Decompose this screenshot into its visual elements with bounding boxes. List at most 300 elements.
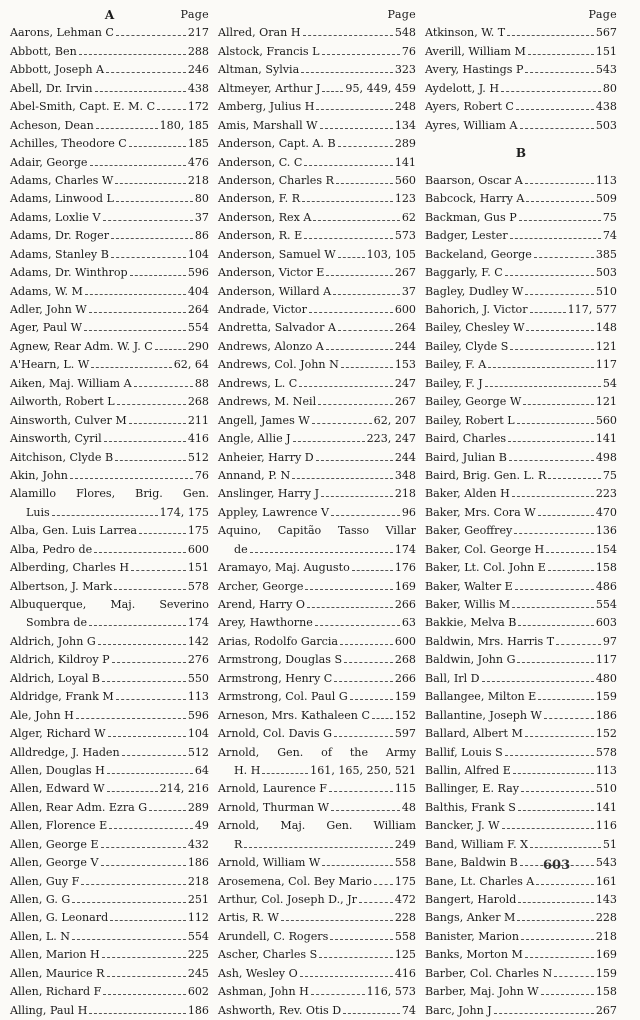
- entry-name: Andrade, Victor: [218, 303, 307, 316]
- index-entry: [425, 1002, 617, 1020]
- entry-page-ref: 290: [187, 339, 209, 353]
- index-entry: [425, 762, 617, 780]
- index-entry: [425, 485, 617, 503]
- index-entry: [425, 983, 617, 1001]
- dot-leader: [107, 791, 158, 792]
- entry-page-ref: 470: [595, 505, 617, 519]
- dot-leader: [340, 644, 393, 645]
- index-entry: [218, 135, 416, 153]
- entry-name: Altmeyer, Arthur J: [218, 81, 321, 95]
- index-entry: [10, 485, 209, 503]
- entry-name: Baker, Col. George H: [425, 542, 545, 556]
- index-entry: [218, 873, 416, 891]
- index-entry: [218, 909, 416, 927]
- entry-page-ref: 554: [595, 598, 617, 612]
- entry-name: Achilles, Theodore C: [10, 137, 127, 151]
- entry-page-ref: 115: [394, 782, 416, 796]
- entry-page-ref: 113: [187, 690, 209, 704]
- entry-page-ref: 86: [194, 229, 209, 243]
- dot-leader: [320, 128, 393, 129]
- dot-leader: [302, 201, 393, 202]
- entry-page-ref: 498: [595, 450, 617, 464]
- entry-name: Armstrong, Douglas S: [218, 653, 343, 667]
- entry-page-ref: 112: [187, 911, 209, 925]
- dot-leader: [329, 791, 393, 792]
- dot-leader: [129, 146, 186, 147]
- index-entry: [218, 596, 416, 614]
- index-entry: [10, 24, 209, 42]
- dot-leader: [95, 91, 186, 92]
- entry-name: Aldrich, Kildroy P: [10, 653, 110, 667]
- entry-page-ref: 503: [595, 266, 617, 280]
- index-entry: [218, 744, 416, 762]
- dot-leader: [110, 920, 186, 921]
- dot-leader: [116, 35, 186, 36]
- index-entry: [218, 578, 416, 596]
- index-entry: [10, 135, 209, 153]
- entry-page-ref: 510: [595, 782, 617, 796]
- dot-leader: [331, 515, 400, 516]
- index-entry: [425, 780, 617, 798]
- index-entry: [10, 393, 209, 411]
- dot-leader: [523, 404, 594, 405]
- entry-name: Bakkie, Melva B: [425, 616, 517, 630]
- index-entry: [425, 412, 617, 430]
- dot-leader: [72, 902, 186, 903]
- index-entry: [425, 319, 617, 337]
- entry-page-ref: 543: [595, 63, 617, 77]
- entry-page-ref: 185: [187, 137, 209, 151]
- index-entry: [425, 596, 617, 614]
- entry-page-ref: 175: [394, 874, 416, 888]
- entry-name: Adair, George: [10, 155, 88, 169]
- index-entry: [10, 375, 209, 393]
- dot-leader: [505, 275, 594, 276]
- entry-page-ref: 266: [394, 598, 416, 611]
- entry-name: Amberg, Julius H: [218, 100, 315, 114]
- dot-leader: [521, 791, 594, 792]
- entry-name: Bailey, Chesley W: [425, 321, 525, 335]
- index-entry: [10, 117, 209, 135]
- entry-page-ref: 246: [187, 63, 209, 77]
- entry-name: Bagley, Dudley W: [425, 284, 524, 298]
- entry-name: Ainsworth, Culver M: [10, 413, 127, 427]
- page-heading: Page: [387, 8, 416, 21]
- index-entry: [218, 61, 416, 79]
- entry-page-ref: 141: [394, 155, 416, 169]
- entry-name: Armstrong, Col. Paul G: [218, 690, 348, 704]
- dot-leader: [107, 773, 193, 774]
- entry-page-ref: 62: [401, 210, 416, 224]
- entry-name: Annand, P. N: [218, 468, 291, 482]
- entry-name: Bailey, F. J: [425, 376, 483, 390]
- entry-page-ref: 276: [187, 653, 209, 667]
- entry-page-ref: 186: [187, 1003, 209, 1017]
- entry-name: Arthur, Col. Joseph D., Jr: [218, 893, 357, 906]
- index-entry: [218, 504, 416, 522]
- entry-name: Baker, Willis M: [425, 598, 511, 612]
- entry-page-ref: 63: [401, 616, 416, 630]
- dot-leader: [103, 994, 185, 995]
- entry-name: Baker, Alden H: [425, 487, 510, 501]
- index-entry: [218, 356, 416, 374]
- entry-name: Bane, Baldwin B: [425, 856, 518, 870]
- entry-name: Allen, Richard F: [10, 985, 102, 999]
- index-entry: [218, 670, 416, 688]
- entry-page-ref: 267: [394, 395, 416, 409]
- index-entry: [425, 467, 617, 485]
- entry-name: Baggarly, F. C: [425, 266, 503, 280]
- dot-leader: [538, 515, 594, 516]
- entry-name: Allen, Douglas H: [10, 763, 105, 777]
- entry-page-ref: 37: [194, 210, 209, 224]
- dot-leader: [326, 349, 393, 350]
- index-entry: [425, 559, 617, 577]
- entry-name: Alberding, Charles H: [10, 561, 130, 575]
- entry-name: Alling, Paul H: [10, 1003, 88, 1017]
- entry-page-ref: 289: [187, 800, 209, 814]
- index-entry: [10, 338, 209, 356]
- dot-leader: [515, 589, 594, 590]
- index-entry: [10, 264, 209, 282]
- entry-page-ref: 161, 165, 250, 521: [310, 763, 416, 777]
- entry-page-ref: 476: [187, 155, 209, 169]
- entry-name: Adler, John W: [10, 303, 87, 316]
- entry-name: Allen, Marion H: [10, 948, 100, 962]
- entry-name: Andrews, Alonzo A: [218, 339, 324, 353]
- index-entry: [425, 61, 617, 79]
- dot-leader: [134, 386, 193, 387]
- entry-page-ref: 174, 175: [159, 505, 209, 519]
- index-entry: [10, 301, 209, 319]
- index-entry: [218, 154, 416, 172]
- entry-name: Allen, G. Leonard: [10, 911, 109, 925]
- entry-name: Aldridge, Frank M: [10, 690, 114, 704]
- dot-leader: [309, 312, 393, 313]
- entry-name: Alba, Gen. Luis Larrea: [10, 524, 137, 538]
- dot-leader: [98, 644, 186, 645]
- dot-leader: [510, 349, 593, 350]
- index-entry: [10, 965, 209, 983]
- index-entry: [425, 854, 617, 872]
- entry-page-ref: 323: [394, 63, 416, 77]
- entry-name: Arnold, Maj. Gen. William: [218, 819, 416, 833]
- index-entry: [218, 651, 416, 669]
- entry-page-ref: 75: [602, 210, 617, 224]
- entry-page-ref: 404: [187, 284, 209, 298]
- entry-name: Band, William F. X: [425, 837, 529, 851]
- index-entry: [425, 172, 617, 190]
- entry-name: Adams, Linwood L: [10, 192, 114, 206]
- entry-name: R: [234, 837, 243, 851]
- dot-leader: [107, 976, 186, 977]
- entry-name: Allen, George V: [10, 856, 99, 870]
- entry-name: Allen, L. N: [10, 929, 70, 943]
- entry-name: Aramayo, Maj. Augusto: [218, 561, 350, 575]
- dot-leader: [104, 441, 186, 442]
- entry-page-ref: 104: [187, 247, 209, 261]
- dot-leader: [244, 847, 392, 848]
- entry-name: Altman, Sylvia: [218, 63, 300, 77]
- dot-leader: [514, 533, 593, 534]
- entry-name: Adams, Dr. Roger: [10, 229, 110, 243]
- index-entry: [218, 614, 416, 632]
- entry-page-ref: 266: [394, 671, 416, 685]
- index-entry: [425, 227, 617, 245]
- index-entry: [425, 836, 617, 854]
- entry-page-ref: 573: [394, 229, 416, 243]
- entry-list: [425, 24, 617, 135]
- entry-name: Ball, Irl D: [425, 671, 480, 685]
- index-entry: [218, 762, 416, 780]
- index-entry: [218, 319, 416, 337]
- entry-page-ref: 432: [187, 837, 209, 851]
- index-entry: [425, 504, 617, 522]
- index-entry: [425, 651, 617, 669]
- entry-page-ref: 64: [194, 763, 209, 777]
- entry-name: Ashworth, Rev. Otis D: [218, 1003, 342, 1017]
- entry-page-ref: 558: [394, 929, 416, 943]
- entry-page-ref: 49: [194, 819, 209, 833]
- index-entry: [425, 264, 617, 282]
- entry-page-ref: 62, 64: [173, 358, 209, 372]
- entry-name: Anslinger, Harry J: [218, 487, 320, 501]
- dot-leader: [52, 515, 158, 516]
- index-entry: [218, 172, 416, 190]
- entry-name: Ballard, Albert M: [425, 727, 523, 741]
- dot-leader: [89, 312, 186, 313]
- entry-name: Avery, Hastings P: [425, 63, 524, 77]
- entry-name: Ainsworth, Cyril: [10, 432, 102, 446]
- dot-leader: [338, 330, 393, 331]
- entry-page-ref: 159: [595, 690, 617, 704]
- entry-name: Allen, Guy F: [10, 874, 80, 888]
- entry-page-ref: 141: [595, 800, 617, 814]
- index-entry: [10, 98, 209, 116]
- entry-page-ref: 62, 207: [373, 413, 416, 427]
- dot-leader: [81, 884, 185, 885]
- dot-leader: [89, 1013, 185, 1014]
- index-entry: [425, 946, 617, 964]
- index-entry: [10, 688, 209, 706]
- entry-page-ref: 95, 449, 459: [345, 81, 416, 95]
- entry-page-ref: 37: [401, 284, 416, 298]
- entry-name: Adams, Dr. Winthrop: [10, 266, 128, 280]
- dot-leader: [108, 736, 186, 737]
- index-entry: [218, 928, 416, 946]
- index-entry: [10, 172, 209, 190]
- entry-name: Ayers, Robert C: [425, 100, 514, 114]
- entry-page-ref: 486: [595, 579, 617, 593]
- index-entry: [425, 246, 617, 264]
- dot-leader: [538, 699, 594, 700]
- entry-page-ref: 174: [187, 616, 209, 630]
- dot-leader: [103, 220, 193, 221]
- dot-leader: [513, 773, 594, 774]
- entry-page-ref: 472: [394, 893, 416, 906]
- entry-name: Balthis, Frank S: [425, 800, 516, 814]
- entry-page-ref: 152: [394, 708, 416, 722]
- dot-leader: [338, 146, 393, 147]
- index-entry: [218, 209, 416, 227]
- index-entry: [10, 707, 209, 725]
- entry-page-ref: 151: [187, 561, 209, 575]
- entry-page-ref: 75: [602, 468, 617, 482]
- entry-page-ref: 117, 577: [567, 303, 617, 317]
- entry-page-ref: 169: [394, 579, 416, 593]
- index-entry: [218, 43, 416, 61]
- dot-leader: [334, 736, 393, 737]
- entry-name: Aydelott, J. H: [425, 81, 500, 95]
- dot-leader: [494, 1013, 594, 1014]
- dot-leader: [517, 920, 593, 921]
- letter-heading-a: A: [104, 8, 115, 22]
- dot-leader: [526, 201, 593, 202]
- index-entry: [425, 338, 617, 356]
- entry-name: Bailey, Clyde S: [425, 339, 509, 353]
- index-entry: [218, 707, 416, 725]
- dot-leader: [79, 54, 186, 55]
- entry-name: Ballin, Alfred E: [425, 763, 511, 777]
- index-entry: [10, 246, 209, 264]
- entry-page-ref: 136: [595, 524, 617, 538]
- index-entry: [10, 449, 209, 467]
- index-entry: [10, 946, 209, 964]
- entry-page-ref: 249: [394, 837, 416, 851]
- dot-leader: [541, 994, 594, 995]
- index-entry: [10, 541, 209, 559]
- column-header: [218, 6, 416, 24]
- index-entry: [10, 61, 209, 79]
- entry-page-ref: 244: [394, 450, 416, 464]
- entry-name: Anderson, Victor E: [218, 266, 325, 280]
- dot-leader: [507, 35, 594, 36]
- entry-name: Baldwin, Mrs. Harris T: [425, 634, 555, 648]
- entry-name: Bailey, F. A: [425, 358, 487, 372]
- entry-name: Arnold, Laurence F: [218, 782, 327, 796]
- index-entry: [218, 633, 416, 651]
- index-entry: [218, 541, 416, 559]
- entry-page-ref: 244: [394, 339, 416, 353]
- page-heading: Page: [180, 8, 209, 21]
- index-entry: [425, 707, 617, 725]
- index-entry: [425, 430, 617, 448]
- index-entry: [425, 24, 617, 42]
- entry-page-ref: 218: [187, 173, 209, 187]
- index-entry: [10, 780, 209, 798]
- entry-name: Alstock, Francis L: [218, 44, 320, 58]
- entry-name: Ash, Wesley O: [218, 966, 298, 980]
- entry-name: Arey, Hawthorne: [218, 616, 313, 630]
- entry-name: Arnold, Thurman W: [218, 800, 330, 814]
- dot-leader: [374, 884, 393, 885]
- dot-leader: [525, 183, 594, 184]
- index-entry: [425, 98, 617, 116]
- index-entry: [425, 301, 617, 319]
- entry-name: Artis, R. W: [218, 911, 279, 925]
- index-entry: [218, 836, 416, 854]
- entry-name: Ballantine, Joseph W: [425, 708, 542, 722]
- dot-leader: [321, 496, 393, 497]
- entry-page-ref: 76: [194, 468, 209, 482]
- index-entry: [10, 559, 209, 577]
- dot-leader: [536, 884, 594, 885]
- dot-leader: [343, 1013, 400, 1014]
- entry-name: Baker, Geoffrey: [425, 524, 513, 538]
- entry-page-ref: 218: [187, 874, 209, 888]
- dot-leader: [344, 662, 393, 663]
- dot-leader: [281, 920, 393, 921]
- index-entry: [425, 578, 617, 596]
- index-entry: [10, 504, 209, 522]
- entry-page-ref: 228: [595, 911, 617, 925]
- entry-name: Allen, Edward W: [10, 782, 105, 796]
- dot-leader: [556, 644, 601, 645]
- entry-page-ref: 74: [401, 1003, 416, 1017]
- dot-leader: [548, 478, 601, 479]
- index-entry: [10, 651, 209, 669]
- index-entry: [218, 891, 416, 909]
- index-entry: [10, 633, 209, 651]
- entry-name: Baird, Charles: [425, 432, 507, 446]
- dot-leader: [512, 607, 594, 608]
- entry-page-ref: 554: [187, 929, 209, 943]
- entry-page-ref: 223: [595, 487, 617, 501]
- index-entry: [10, 154, 209, 172]
- entry-page-ref: 172: [187, 100, 209, 114]
- index-entry: [10, 891, 209, 909]
- entry-page-ref: 104: [187, 727, 209, 741]
- dot-leader: [116, 699, 186, 700]
- dot-leader: [112, 662, 186, 663]
- entry-page-ref: 438: [595, 100, 617, 114]
- entry-page-ref: 603: [595, 616, 617, 630]
- entry-name: Allen, Rear Adm. Ezra G: [10, 800, 148, 814]
- dot-leader: [521, 939, 594, 940]
- dot-leader: [510, 238, 601, 239]
- dot-leader: [525, 736, 594, 737]
- entry-page-ref: 268: [394, 653, 416, 667]
- entry-name: Anderson, C. C: [218, 155, 303, 169]
- entry-name: Anderson, Rex A: [218, 210, 312, 224]
- entry-name: Abel-Smith, Capt. E. M. C: [10, 100, 156, 114]
- entry-page-ref: 223, 247: [366, 432, 416, 446]
- dot-leader: [544, 718, 594, 719]
- entry-page-ref: 116, 573: [366, 985, 416, 999]
- entry-page-ref: 186: [187, 856, 209, 870]
- dot-leader: [518, 810, 594, 811]
- index-entry: [425, 891, 617, 909]
- dot-leader: [311, 994, 365, 995]
- dot-leader: [131, 570, 186, 571]
- entry-page-ref: 97: [602, 634, 617, 648]
- dot-leader: [115, 183, 186, 184]
- entry-name: Andrews, L. C: [218, 376, 298, 390]
- index-entry: [425, 375, 617, 393]
- entry-name: Barber, Maj. John W: [425, 985, 539, 999]
- entry-name: Alger, Richard W: [10, 727, 106, 741]
- dot-leader: [102, 681, 186, 682]
- index-entry: [218, 965, 416, 983]
- index-entry: [10, 854, 209, 872]
- letter-heading-b: B: [515, 146, 527, 161]
- dot-leader: [299, 386, 393, 387]
- dot-leader: [89, 625, 186, 626]
- entry-name: Acheson, Dean: [10, 118, 94, 132]
- index-entry: [425, 614, 617, 632]
- dot-leader: [485, 386, 601, 387]
- dot-leader: [303, 35, 393, 36]
